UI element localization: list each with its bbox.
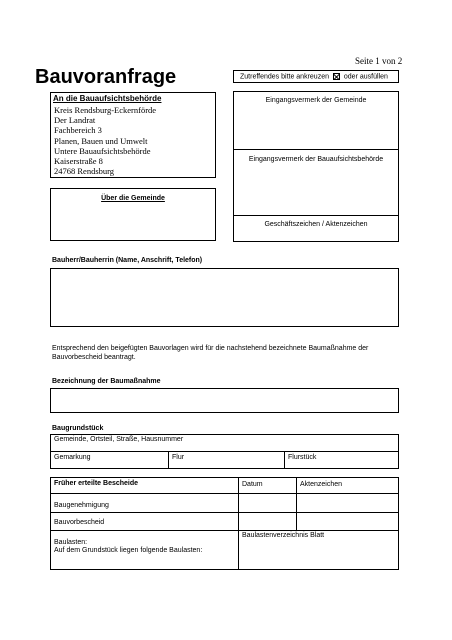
datum-label: Datum [242,481,263,488]
geschaeftszeichen-label: Geschäftszeichen / Aktenzeichen [264,221,368,228]
bauherr-field[interactable] [50,268,399,327]
baugenehmigung-aktenzeichen-field[interactable] [296,493,399,513]
ueber-gemeinde-box[interactable] [50,188,216,241]
instruction-text-after: oder ausfüllen [343,73,388,81]
datum-header-cell [238,477,297,494]
address-line: Fachbereich 3 [54,125,102,136]
bauvorbescheid-cell [50,512,239,531]
baulastenverzeichnis-field[interactable] [238,530,399,570]
flurstueck-label: Flurstück [288,454,317,461]
address-heading: An die Bauaufsichtsbehörde [53,94,162,103]
address-lines [54,105,156,176]
bescheide-heading: Früher erteilte Bescheide [54,480,139,487]
stamp-gemeinde-label: Eingangsvermerk der Gemeinde [265,97,367,104]
intro-text [52,344,368,362]
flur-field[interactable] [168,451,285,469]
address-line: Kreis Rendsburg-Eckernförde [54,105,157,115]
gemarkung-label: Gemarkung [54,454,91,461]
gemeinde-ortsteil-label: Gemeinde, Ortsteil, Straße, Hausnummer [54,436,184,443]
baumassnahme-label: Bezeichnung der Baumaßnahme [52,378,161,385]
grundstueck-label: Baugrundstück [52,425,104,432]
flurstueck-field[interactable] [284,451,399,469]
page-number: Seite 1 von 2 [355,56,403,66]
bescheide-heading-cell [50,477,239,494]
baulasten-text [54,539,202,555]
bauvorbescheid-label: Bauvorbescheid [54,519,105,526]
baugenehmigung-datum-field[interactable] [238,493,297,513]
ueber-gemeinde-label: Über die Gemeinde [101,195,165,202]
geschaeftszeichen-box[interactable] [233,215,399,242]
aktenzeichen-label: Aktenzeichen [300,481,343,488]
address-box [50,92,216,178]
stamp-gemeinde-box[interactable] [233,91,399,150]
aktenzeichen-header-cell [296,477,399,494]
gemarkung-field[interactable] [50,451,169,469]
stamp-bauaufsicht-box[interactable] [233,149,399,216]
stamp-bauaufsicht-label: Eingangsvermerk der Bauaufsichtsbehörde [248,156,384,163]
address-line: Untere Bauaufsichtsbehörde [54,145,151,156]
page-title: Bauvoranfrage [35,66,177,88]
instruction-text: Zutreffendes bitte ankreuzen [240,73,329,81]
baulasten-line: Auf dem Grundstück liegen folgende Baulasten: [54,547,203,554]
baumassnahme-field[interactable] [50,388,399,413]
flur-label: Flur [172,454,185,461]
baugenehmigung-label: Baugenehmigung [54,502,109,509]
address-line: 24768 Rendsburg [54,166,115,177]
intro-line: Entsprechend den beigefügten Bauvorlagen wird für die nachstehend bezeichnete Baumaßnahme der [52,345,369,352]
bauherr-label: Bauherr/Bauherrin (Name, Anschrift, Telefon) [52,257,203,264]
baulasten-line: Baulasten: [54,539,88,546]
intro-line: Bauvorbescheid beantragt. [52,354,136,361]
gemeinde-ortsteil-field[interactable] [50,434,399,452]
address-line: Kaiserstraße 8 [54,156,103,167]
bauvorbescheid-aktenzeichen-field[interactable] [296,512,399,531]
address-line: Planen, Bauen und Umwelt [54,135,148,146]
checked-box-icon [333,73,340,80]
baulastenverzeichnis-label: Baulastenverzeichnis Blatt [242,532,325,539]
bauvorbescheid-datum-field[interactable] [238,512,297,531]
address-line: Der Landrat [54,115,96,126]
baugenehmigung-cell [50,493,239,513]
baulasten-cell [50,530,239,570]
instruction-box [233,70,399,83]
